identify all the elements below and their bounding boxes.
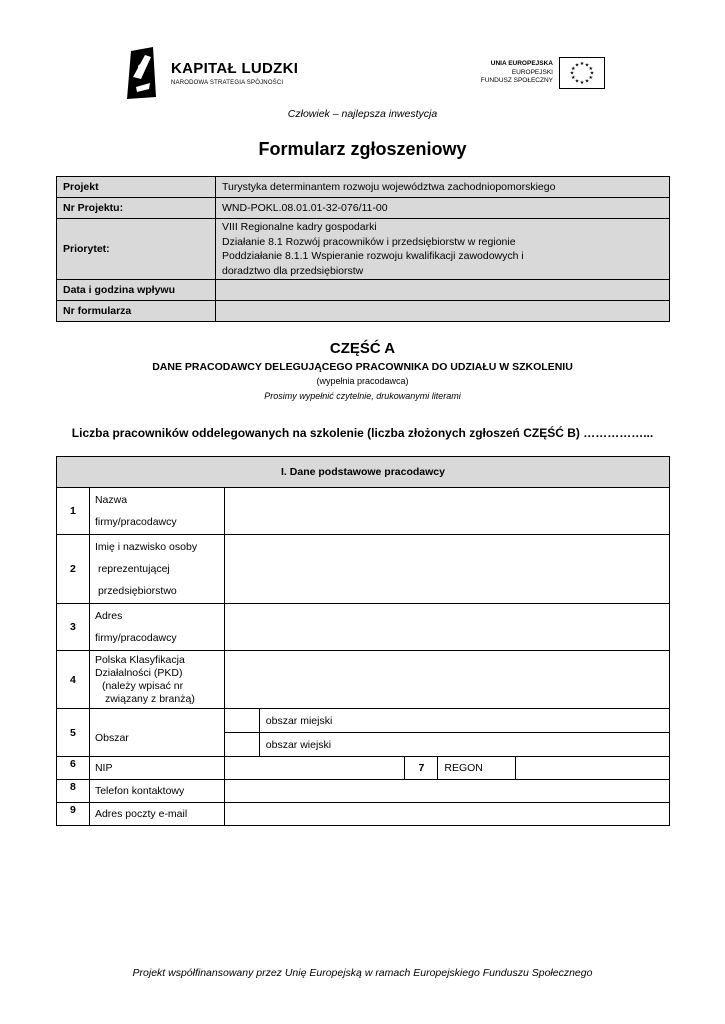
employer-data-table	[56, 456, 670, 826]
footer-note: Projekt współfinansowany przez Unię Europejską w ramach Europejskiego Funduszu Społecznego	[132, 967, 593, 979]
table-row	[57, 780, 670, 803]
label-line: związany z branżą)	[104, 692, 195, 705]
label-line: (należy wpisać nr	[101, 679, 184, 692]
row-number: 7	[405, 757, 438, 780]
project-value: Turystyka determinantem rozwoju województwa zachodniopomorskiego	[216, 177, 670, 198]
label-line: Działalności (PKD)	[94, 666, 183, 679]
urban-area-checkbox[interactable]	[224, 709, 259, 733]
row-number: 4	[57, 651, 90, 709]
priority-value	[216, 219, 670, 280]
svg-text:★: ★	[574, 62, 580, 69]
received-date-field[interactable]	[216, 280, 670, 301]
nip-label: NIP	[89, 757, 224, 780]
employee-count-line: Liczba pracowników oddelegowanych na szkolenie (liczba złożonych zgłoszeń CZĘŚĆ B) ……………...	[71, 426, 654, 440]
svg-text:★: ★	[588, 65, 593, 72]
kapital-ludzki-subtitle: NARODOWA STRATEGIA SPÓJNOŚCI	[171, 80, 284, 86]
label-line: reprezentującej	[97, 563, 170, 575]
row-number: 8	[57, 780, 90, 803]
received-date-label: Data i godzina wpływu	[57, 280, 216, 301]
urban-area-option: obszar miejski	[259, 709, 669, 733]
phone-label: Telefon kontaktowy	[89, 780, 224, 803]
page-title: Formularz zgłoszeniowy	[258, 139, 467, 159]
company-name-field[interactable]	[224, 488, 669, 535]
row-number: 1	[57, 488, 90, 535]
priority-label: Priorytet:	[57, 219, 216, 280]
table-row	[57, 457, 670, 488]
part-a-title: CZĘŚĆ A	[329, 340, 396, 357]
table-row	[57, 604, 670, 651]
priority-line: Działanie 8.1 Rozwój pracowników i przedsiębiorstw w regionie	[222, 235, 516, 248]
project-label: Projekt	[57, 177, 216, 198]
label-line: Nazwa	[94, 494, 128, 506]
company-name-label	[89, 488, 224, 535]
kapital-ludzki-title: KAPITAŁ LUDZKI	[171, 60, 299, 77]
svg-text:★: ★	[579, 61, 585, 67]
table-row	[57, 301, 670, 322]
area-label: Obszar	[89, 709, 224, 757]
row-number: 5	[57, 709, 90, 757]
part-a-note: (wypełnia pracodawca)	[316, 376, 409, 386]
eu-logo	[470, 57, 605, 91]
pkd-field[interactable]	[224, 651, 669, 709]
table-row	[57, 709, 670, 733]
motto: Człowiek – najlepsza inwestycja	[287, 108, 438, 120]
table-row	[57, 535, 670, 604]
label-line: Imię i nazwisko osoby	[94, 541, 198, 553]
row-number: 3	[57, 604, 90, 651]
svg-text:★: ★	[588, 75, 593, 82]
table-row	[57, 177, 670, 198]
part-a-subtitle: DANE PRACODAWCY DELEGUJĄCEGO PRACOWNIKA DO UDZIAŁU W SZKOLENIU	[152, 361, 573, 373]
label-line: Adres	[94, 610, 123, 622]
svg-text:★: ★	[571, 75, 576, 82]
regon-field[interactable]	[516, 757, 670, 780]
project-info-table	[56, 176, 670, 322]
table-row	[57, 280, 670, 301]
kapital-ludzki-emblem-icon	[123, 47, 159, 99]
eu-line2: EUROPEJSKI	[511, 68, 553, 76]
svg-text:★: ★	[571, 65, 576, 72]
project-number-label: Nr Projektu:	[57, 198, 216, 219]
row-number: 9	[57, 803, 90, 826]
email-field[interactable]	[224, 803, 669, 826]
part-a-hint: Prosimy wypełnić czytelnie, drukowanymi literami	[264, 391, 461, 401]
email-label: Adres poczty e-mail	[89, 803, 224, 826]
company-address-label	[89, 604, 224, 651]
kapital-ludzki-logo	[123, 47, 299, 99]
priority-line: VIII Regionalne kadry gospodarki	[222, 221, 377, 233]
table-row	[57, 757, 670, 780]
table-row	[57, 198, 670, 219]
label-line: Polska Klasyfikacja	[94, 653, 185, 666]
representative-field[interactable]	[224, 535, 669, 604]
svg-text:★: ★	[584, 78, 590, 85]
row-number: 2	[57, 535, 90, 604]
eu-flag-icon	[559, 57, 605, 89]
priority-line: doradztwo dla przedsiębiorstw	[222, 264, 364, 277]
company-address-field[interactable]	[224, 604, 669, 651]
label-line: firmy/pracodawcy	[94, 516, 177, 528]
project-number-value: WND-POKL.08.01.01-32-076/11-00	[216, 198, 670, 219]
priority-line: Poddziałanie 8.1.1 Wspieranie rozwoju kwalifikacji zawodowych i	[222, 250, 524, 262]
rural-area-option: obszar wiejski	[259, 733, 669, 757]
regon-label: REGON	[438, 757, 516, 780]
form-number-field[interactable]	[216, 301, 670, 322]
table-row	[57, 651, 670, 709]
representative-label	[89, 535, 224, 604]
employer-section-header: I. Dane podstawowe pracodawcy	[57, 457, 670, 488]
eu-line1: UNIA EUROPEJSKA	[490, 60, 553, 67]
table-row	[57, 803, 670, 826]
row-number: 6	[57, 757, 90, 780]
label-line: firmy/pracodawcy	[94, 632, 177, 644]
eu-line3: FUNDUSZ SPOŁECZNY	[480, 77, 553, 84]
svg-text:★: ★	[589, 70, 595, 77]
phone-field[interactable]	[224, 780, 669, 803]
svg-text:★: ★	[569, 70, 575, 77]
table-row	[57, 488, 670, 535]
eu-logo-text	[481, 60, 553, 86]
svg-text:★: ★	[574, 78, 580, 85]
form-number-label: Nr formularza	[57, 301, 216, 322]
svg-text:★: ★	[584, 62, 590, 69]
table-row	[57, 219, 670, 280]
svg-text:★: ★	[579, 80, 585, 86]
pkd-label	[89, 651, 224, 709]
nip-field[interactable]	[224, 757, 405, 780]
label-line: przedsiębiorstwo	[97, 585, 177, 597]
rural-area-checkbox[interactable]	[224, 733, 259, 757]
